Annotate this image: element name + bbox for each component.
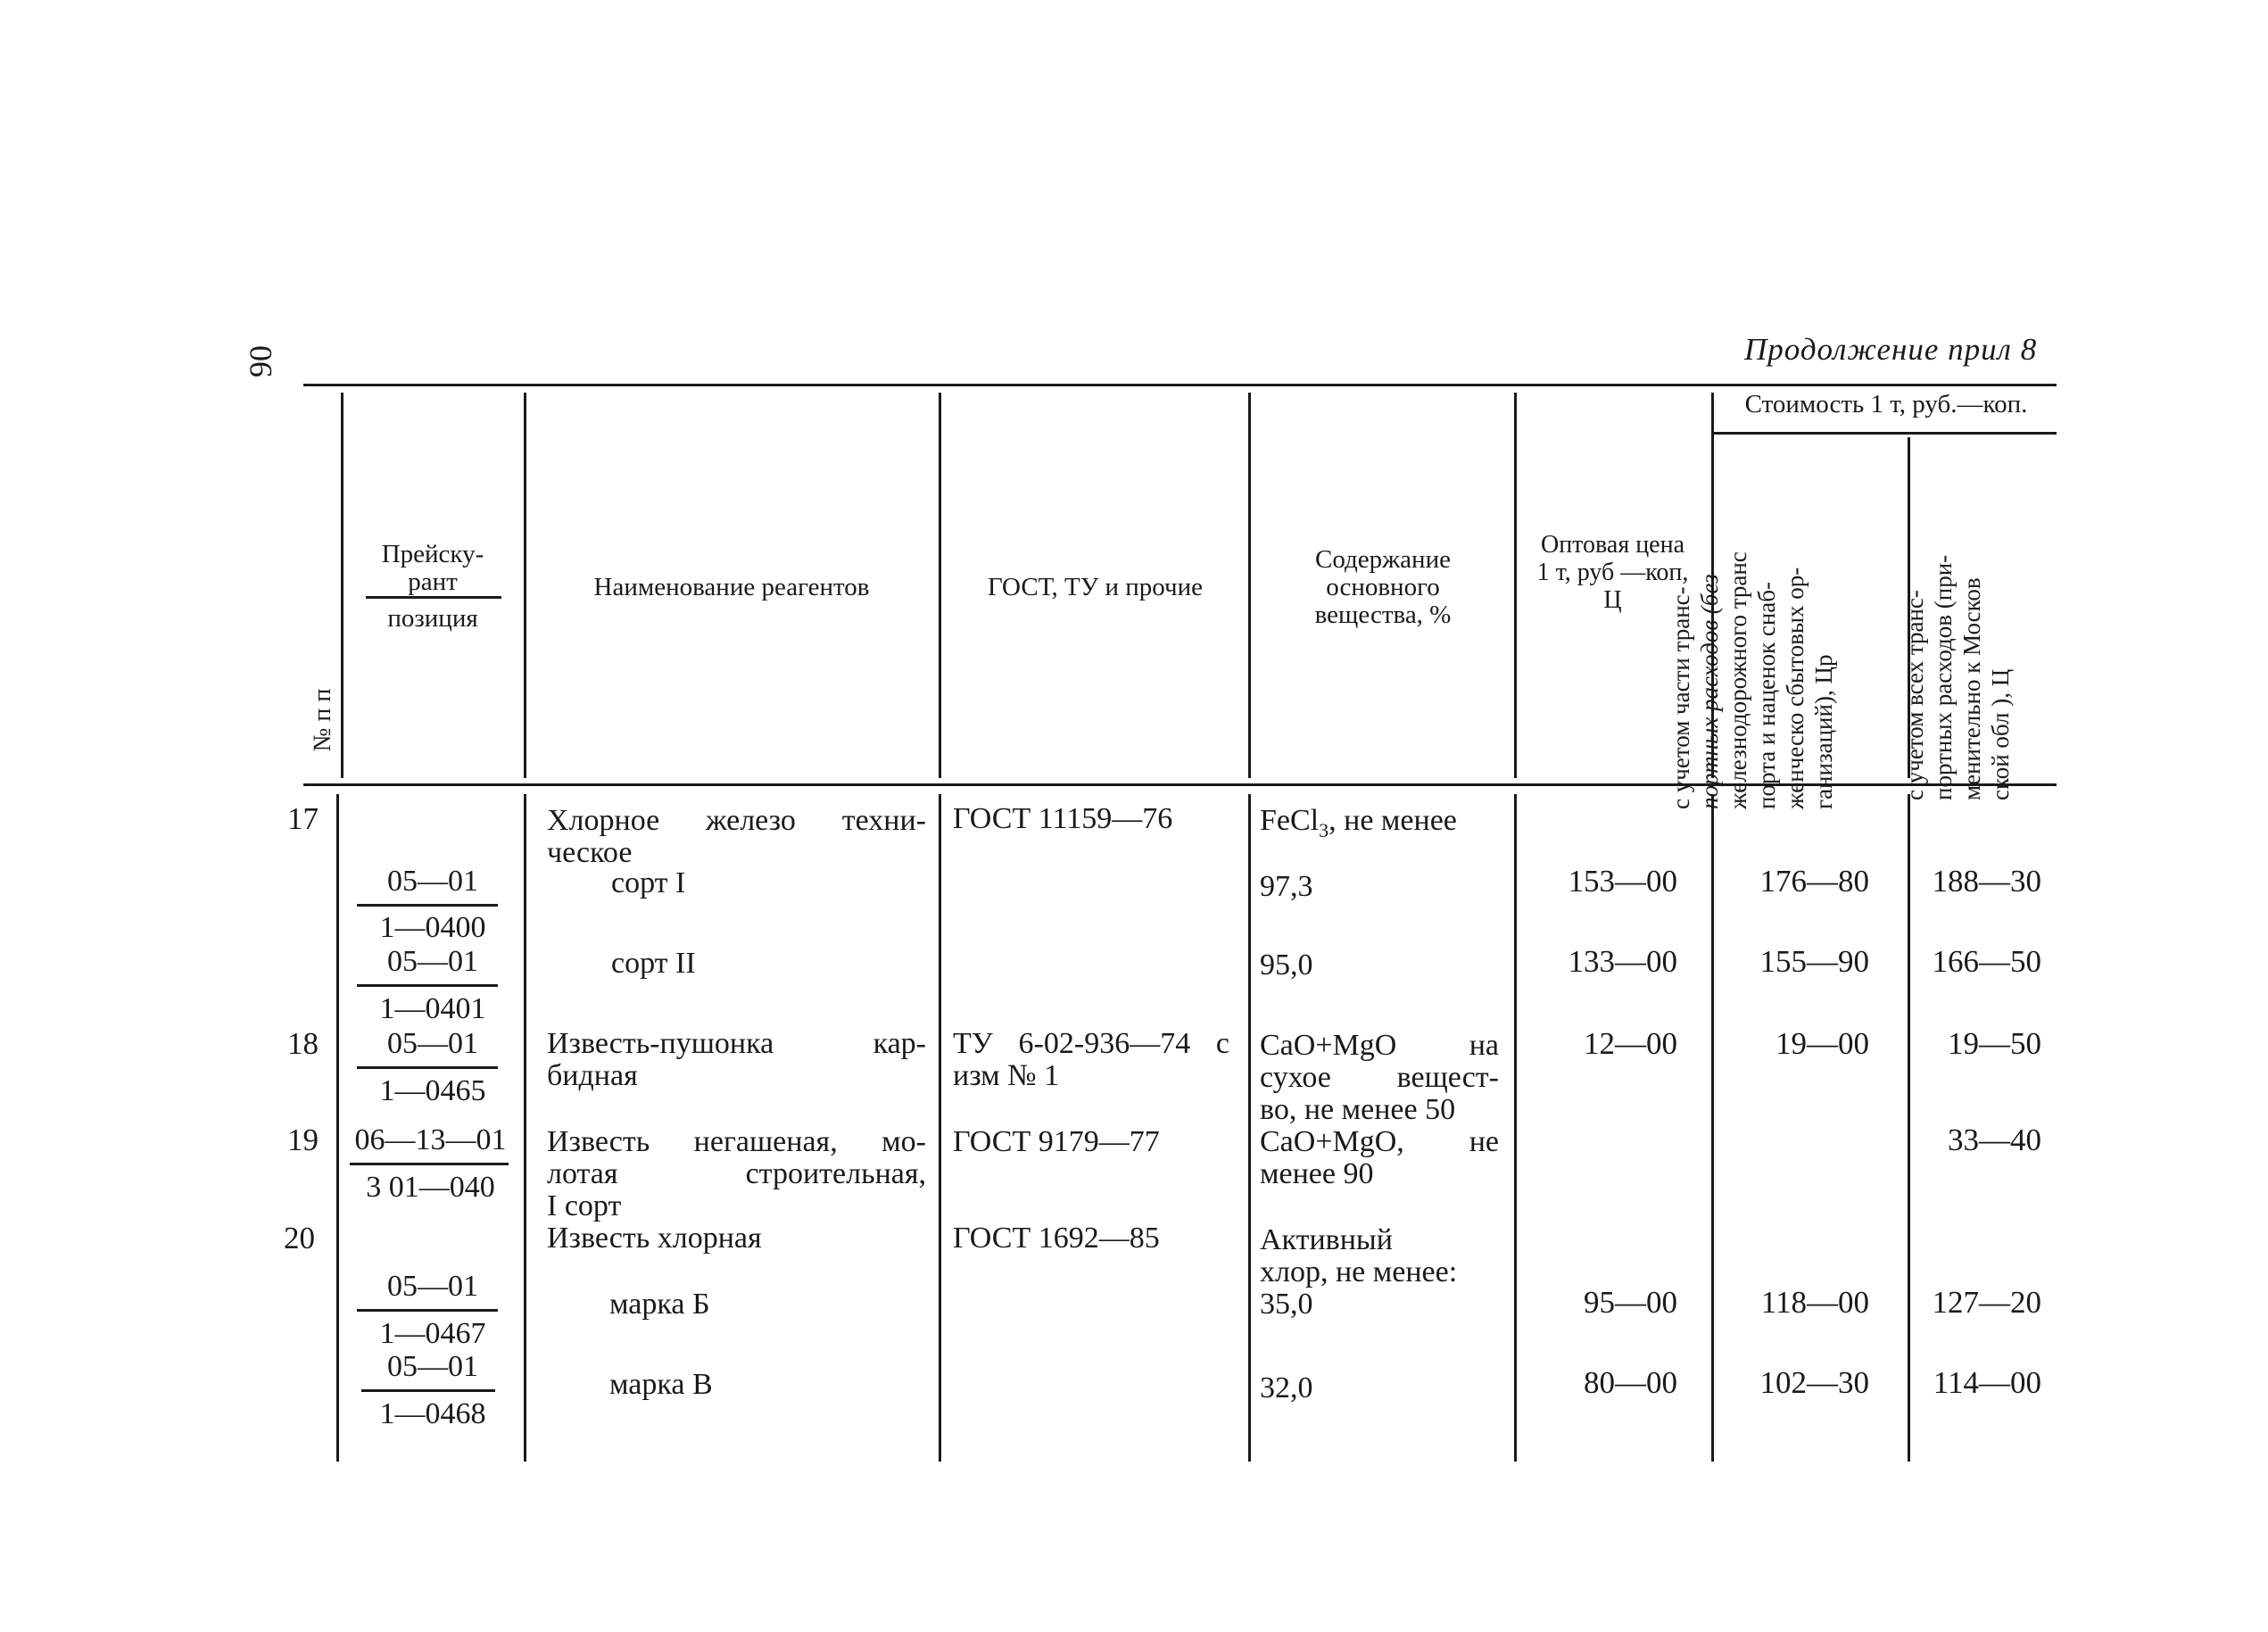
header-cost-partial-line: ганизаций), Цр: [1810, 654, 1837, 809]
row-17-content-subscript: 3: [1319, 818, 1329, 841]
header-col-rule-5: [1514, 393, 1517, 778]
row-20-2-label: марка В: [609, 1368, 713, 1401]
row-18-gost-line1: [953, 1028, 1229, 1060]
row-20-1-pricelist-bar: [357, 1309, 498, 1312]
row-18-content-line3: во, не менее 50: [1260, 1093, 1456, 1126]
row-19-gost: ГОСТ 9179—77: [953, 1125, 1160, 1158]
row-17-content-formula: FeCl: [1260, 804, 1320, 837]
row-17-2-content: 95,0: [1260, 949, 1313, 982]
row-19-name-word: строительная,: [745, 1157, 926, 1190]
row-17-no: 17: [287, 801, 319, 836]
header-cost-partial-line: с учетом части транс-: [1668, 586, 1694, 809]
row-17-name-word: техни-: [841, 804, 926, 837]
row-20-gost: ГОСТ 1692—85: [953, 1222, 1160, 1255]
row-18-content-word: сухое: [1260, 1061, 1331, 1094]
header-cost-partial-line: портных расходов (без: [1696, 574, 1723, 809]
row-18-gost-word: ТУ: [953, 1027, 993, 1060]
row-17-name-line1: [547, 805, 926, 837]
row-18-gost-line2: изм № 1: [953, 1059, 1060, 1092]
row-20-1-cost-full: 127—20: [1932, 1285, 2041, 1320]
row-20-1-label: марка Б: [609, 1288, 710, 1321]
row-20-2-pricelist-bar: [361, 1389, 495, 1392]
row-17-1-price: 153—00: [1568, 864, 1677, 899]
row-19-name-word: лотая: [547, 1157, 618, 1190]
row-20-2-pricelist-bottom: 1—0468: [379, 1397, 486, 1430]
row-17-1-cost-full: 188—30: [1932, 864, 2041, 899]
header-cost-partial-line: железнодорожного транс: [1725, 551, 1751, 809]
row-17-1-cost-partial: 176—80: [1759, 864, 1869, 899]
row-18-cost-partial: 19—00: [1775, 1026, 1869, 1061]
row-20-no: 20: [284, 1221, 315, 1255]
header-cost-group: Стоимость 1 т, руб.—коп.: [1744, 390, 2028, 418]
header-cost-partial-line: женческо сбытовых ор-: [1782, 567, 1809, 809]
row-17-2-pricelist-top: 05—01: [387, 945, 478, 978]
row-17-2-label: сорт II: [611, 947, 696, 980]
row-20-2-pricelist-top: 05—01: [387, 1350, 478, 1383]
header-col-rule-2: [524, 393, 526, 778]
row-17-2-price: 133—00: [1568, 944, 1677, 979]
row-19-content-line2: менее 90: [1260, 1157, 1374, 1190]
row-18-content-line1: [1260, 1030, 1499, 1062]
body-col-rule-1: [336, 794, 339, 1462]
row-19-name-word: мо-: [882, 1125, 926, 1158]
row-19-name-line3: I сорт: [547, 1189, 622, 1222]
header-col-rule-1: [341, 393, 344, 778]
row-17-2-pricelist-bar: [357, 984, 498, 987]
row-19-content-word: не: [1469, 1125, 1499, 1158]
header-no: № п п: [309, 688, 336, 752]
row-17-1-pricelist-bar: [357, 904, 498, 907]
body-col-rule-2: [524, 794, 526, 1462]
row-18-name-line2: бидная: [547, 1059, 638, 1092]
body-col-rule-4: [1248, 794, 1251, 1462]
continuation-label: Продолжение прил 8: [1744, 332, 2038, 367]
row-19-name-line1: [547, 1126, 926, 1158]
row-17-content: [1260, 805, 1457, 847]
row-18-pricelist-bar: [357, 1066, 498, 1069]
page-number: 90: [243, 345, 278, 377]
header-gost: ГОСТ, ТУ и прочие: [987, 573, 1203, 601]
row-19-name-word: Известь: [547, 1125, 650, 1158]
row-18-gost-word: 6-02-936—74: [1018, 1027, 1191, 1060]
row-17-name-word: железо: [706, 804, 796, 837]
row-20-content-line1: Активный: [1260, 1223, 1393, 1256]
row-19-cost-full: 33—40: [1948, 1123, 2041, 1157]
header-cost-partial-line: порта и наценок снаб-: [1753, 582, 1780, 809]
row-20-2-cost-partial: 102—30: [1759, 1365, 1869, 1400]
row-18-content-word: CaO+MgO: [1260, 1029, 1397, 1062]
row-17-content-suffix: , не менее: [1329, 804, 1457, 837]
header-cost-full-line: менительно к Москов: [1958, 577, 1985, 800]
row-19-pricelist-bar: [350, 1163, 509, 1165]
header-pricelist-top: Прейску-рант: [381, 540, 484, 596]
row-17-1-pricelist-top: 05—01: [387, 865, 478, 898]
row-18-no: 18: [287, 1026, 319, 1061]
row-20-1-pricelist-top: 05—01: [387, 1270, 478, 1303]
row-17-1-pricelist-bottom: 1—0400: [379, 911, 486, 944]
header-cost-full-line: портных расходов (при-: [1930, 554, 1957, 800]
row-19-name-word: негашеная,: [693, 1125, 838, 1158]
row-17-2-cost-full: 166—50: [1932, 944, 2041, 979]
row-19-pricelist-bottom: 3 01—040: [366, 1171, 495, 1204]
row-17-2-pricelist-bottom: 1—0401: [379, 992, 486, 1025]
row-17-1-label: сорт I: [611, 866, 686, 899]
header-cost-full-line: ской обл ), Ц: [1987, 668, 2014, 800]
row-18-price: 12—00: [1584, 1026, 1677, 1061]
header-wholesale: Оптовая цена 1 т, руб —коп, Ц: [1536, 531, 1689, 614]
row-19-name-line2: [547, 1158, 926, 1190]
header-col-rule-3: [939, 393, 941, 778]
row-20-1-pricelist-bottom: 1—0467: [379, 1317, 486, 1350]
header-pricelist-bar: [366, 596, 501, 599]
row-19-pricelist-top: 06—13—01: [354, 1123, 507, 1156]
row-20-name: Известь хлорная: [547, 1222, 762, 1255]
row-20-1-cost-partial: 118—00: [1760, 1285, 1869, 1320]
header-pricelist-bottom: позиция: [387, 604, 478, 633]
body-col-rule-3: [939, 794, 941, 1462]
row-17-name-line2: ческое: [547, 836, 633, 869]
header-name: Наименование реагентов: [593, 573, 870, 601]
row-20-1-content: 35,0: [1260, 1288, 1313, 1321]
row-18-content-line2: [1260, 1062, 1499, 1094]
row-19-no: 19: [287, 1123, 319, 1157]
header-content: Содержание основного вещества, %: [1314, 545, 1452, 629]
header-cost-partial: [1667, 488, 1845, 809]
row-18-content-word: на: [1469, 1029, 1499, 1062]
row-20-2-cost-full: 114—00: [1933, 1365, 2041, 1400]
row-17-name-word: Хлорное: [547, 804, 660, 837]
row-17-gost: ГОСТ 11159—76: [953, 802, 1173, 835]
row-18-pricelist-top: 05—01: [387, 1027, 478, 1060]
row-19-content-line1: [1260, 1126, 1499, 1158]
row-18-name-line1: [547, 1028, 926, 1060]
row-18-gost-word: с: [1215, 1027, 1229, 1060]
header-col-rule-4: [1248, 393, 1251, 778]
row-20-1-price: 95—00: [1584, 1285, 1677, 1320]
row-18-content-word: вещест-: [1396, 1061, 1499, 1094]
header-cost-full-line: с учетом всех транс-: [1901, 590, 1928, 800]
row-20-content-line2: хлор, не менее:: [1260, 1255, 1458, 1288]
header-cost-full: [1900, 497, 2025, 800]
row-18-cost-full: 19—50: [1948, 1026, 2041, 1061]
table-top-rule: [303, 384, 2057, 386]
row-18-pricelist-bottom: 1—0465: [379, 1074, 486, 1107]
row-20-2-content: 32,0: [1260, 1371, 1313, 1404]
row-17-2-cost-partial: 155—90: [1759, 944, 1869, 979]
row-19-content-word: CaO+MgO,: [1260, 1125, 1404, 1158]
row-17-1-content: 97,3: [1260, 870, 1313, 903]
row-18-name-word: Известь-пушонка: [547, 1027, 774, 1060]
row-18-name-word: кар-: [873, 1027, 926, 1060]
cost-group-rule: [1711, 432, 2057, 435]
row-20-2-price: 80—00: [1584, 1365, 1677, 1400]
